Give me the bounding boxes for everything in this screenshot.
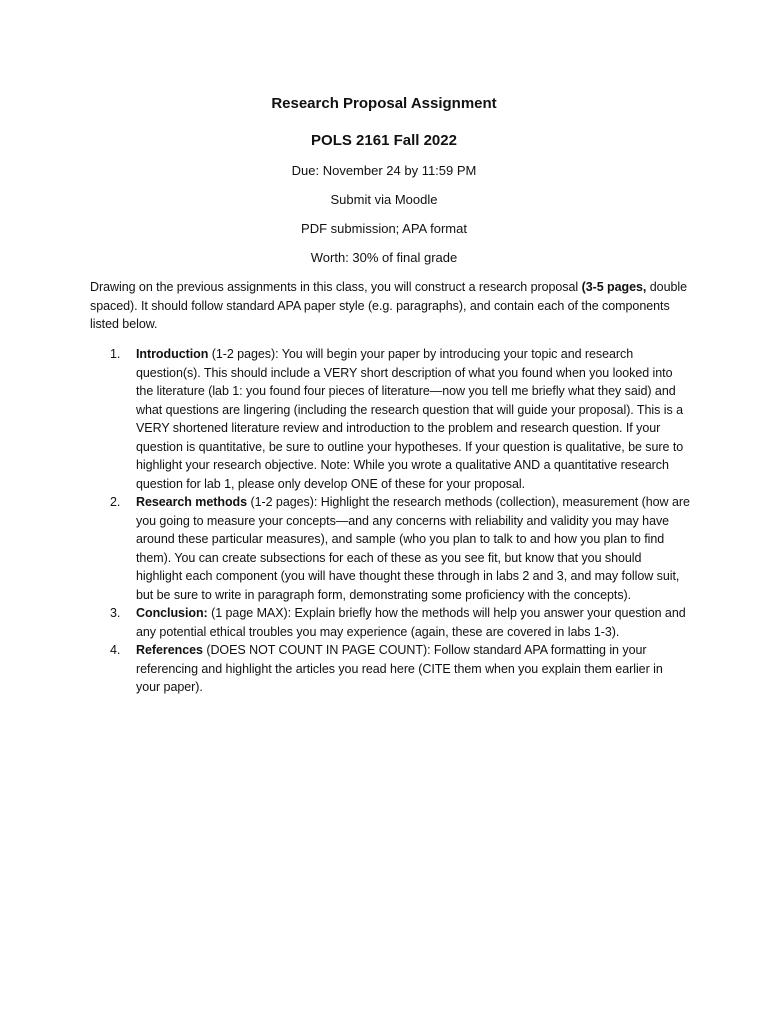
list-item-pages: (1 page MAX): xyxy=(207,606,295,620)
list-item-number: 1. xyxy=(110,347,121,361)
list-item-text: Highlight the research methods (collection), measurement (how are you going to measure your concepts—and any concerns with reliability and validity you may have around these particular measures), and sample (who you plan to talk to and how you plan to find them). You can create subsections for each of these as you see fit, but know that you should highlight each component (you will have thought these through in labs 2 and 3, and may follow suit, but be sure to write in paragraph form, demonstrating some proficiency with the concepts). xyxy=(136,495,690,602)
list-item xyxy=(90,345,690,493)
list-item-number: 4. xyxy=(110,643,121,657)
submission-method: Submit via Moodle xyxy=(330,192,438,207)
intro-text-bold: (3-5 pages, xyxy=(581,280,647,294)
list-item xyxy=(90,604,690,641)
intro-paragraph xyxy=(90,278,690,334)
list-item-text: You will begin your paper by introducing your topic and research question(s). This should include a VERY short description of what you found when you looked into the literature (lab 1: you found four pieces of literature—now you tell me briefly what they said) and what questions are lingering (including the research question that will guide your proposal). This is a VERY shortened literature review and introduction to the problem and research question. If your question is quantitative, be sure to outline your hypotheses. If your question is qualitative, be sure to highlight your research objective. Note: While you wrote a qualitative AND a quantitative research question for lab 1, please only develop ONE of these for your proposal. xyxy=(136,347,684,491)
list-item-heading: Research methods xyxy=(136,495,248,509)
list-item xyxy=(90,641,690,697)
intro-text-before: Drawing on the previous assignments in this class, you will construct a research proposal xyxy=(90,280,582,294)
list-item-heading: Conclusion: xyxy=(136,606,208,620)
list-item xyxy=(90,493,690,604)
intro-text-after: double spaced). It should follow standard APA paper style (e.g. paragraphs), and contain each of the components listed below. xyxy=(90,280,688,331)
submission-format: PDF submission; APA format xyxy=(301,221,467,236)
list-item-pages: (DOES NOT COUNT IN PAGE COUNT): xyxy=(202,643,434,657)
list-item-heading: Introduction xyxy=(136,347,209,361)
document-title: Research Proposal Assignment xyxy=(271,95,497,112)
due-date: Due: November 24 by 11:59 PM xyxy=(291,163,477,178)
list-item-text: Follow standard APA formatting in your referencing and highlight the articles you read here (CITE them when you explain them earlier in your paper). xyxy=(136,643,663,694)
course-heading: POLS 2161 Fall 2022 xyxy=(311,132,457,149)
list-item-pages: (1-2 pages): xyxy=(247,495,321,509)
list-item-number: 2. xyxy=(110,495,121,509)
components-list xyxy=(90,345,690,697)
list-item-text: Explain briefly how the methods will help you answer your question and any potential ethical troubles you may experience (again, these are covered in labs 1-3). xyxy=(136,606,686,639)
list-item-heading: References xyxy=(136,643,203,657)
grade-weight: Worth: 30% of final grade xyxy=(310,250,458,265)
list-item-pages: (1-2 pages): xyxy=(208,347,282,361)
list-item-number: 3. xyxy=(110,606,121,620)
